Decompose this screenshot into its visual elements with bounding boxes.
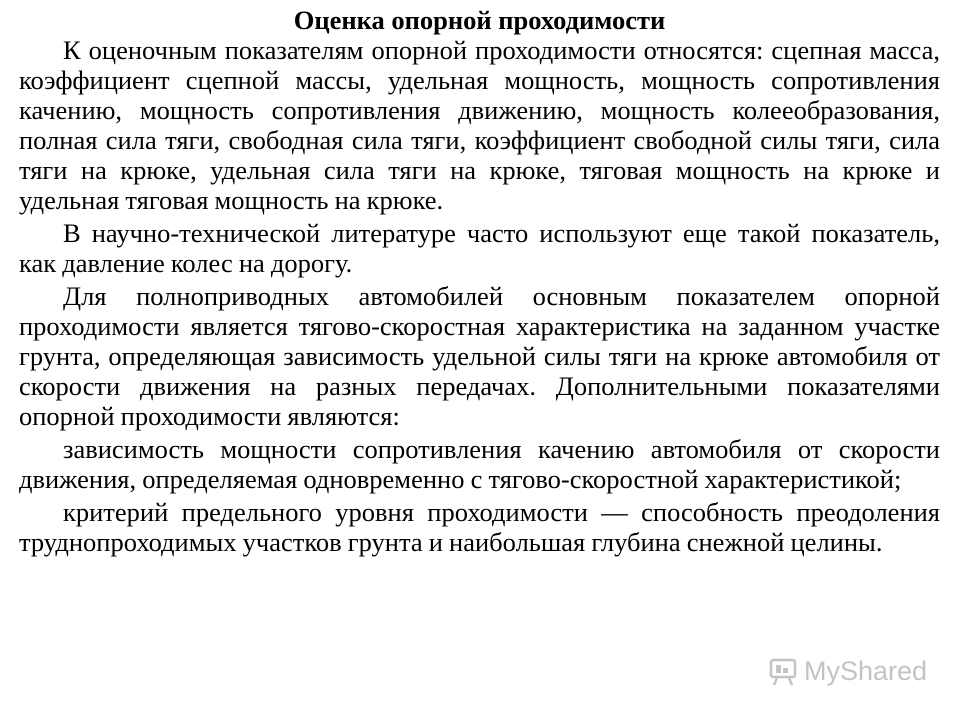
watermark <box>768 656 927 687</box>
paragraph-passability-criterion: критерий предельного уровня проходимости — способность преодоления труднопроходимых участков грунта и наибольшая глубина снежной целины. <box>19 497 940 557</box>
paragraph-indicators: К оценочным показателям опорной проходимости относятся: сцепная масса, коэффициент сцепной массы, удельная мощность, мощность сопротивления качению, мощность сопротивления движению, мощность колееобразования, полная сила тяги, свободная сила тяги, коэффициент свободной силы тяги, сила тяги на крюке, удельная сила тяги на крюке, тяговая мощность на крюке и удельная тяговая мощность на крюке. <box>19 35 940 215</box>
document-page <box>19 6 940 560</box>
paragraph-wheel-pressure: В научно-технической литературе часто используют еще такой показатель, как давление колес на дорогу. <box>19 218 940 278</box>
presentation-board-icon <box>768 658 798 686</box>
watermark-text: MyShared <box>804 656 928 686</box>
paragraph-rolling-resistance: зависимость мощности сопротивления качению автомобиля от скорости движения, определяемая одновременно с тягово-скоростной характеристикой; <box>19 434 940 494</box>
paragraph-all-wheel-drive: Для полноприводных автомобилей основным показателем опорной проходимости является тягово-скоростная характеристика на заданном участке грунта, определяющая зависимость удельной силы тяги на крюке автомобиля от скорости движения на разных передачах. Дополнительными показателями опорной проходимости являются: <box>19 281 940 431</box>
document-title: Оценка опорной проходимости <box>293 5 666 35</box>
